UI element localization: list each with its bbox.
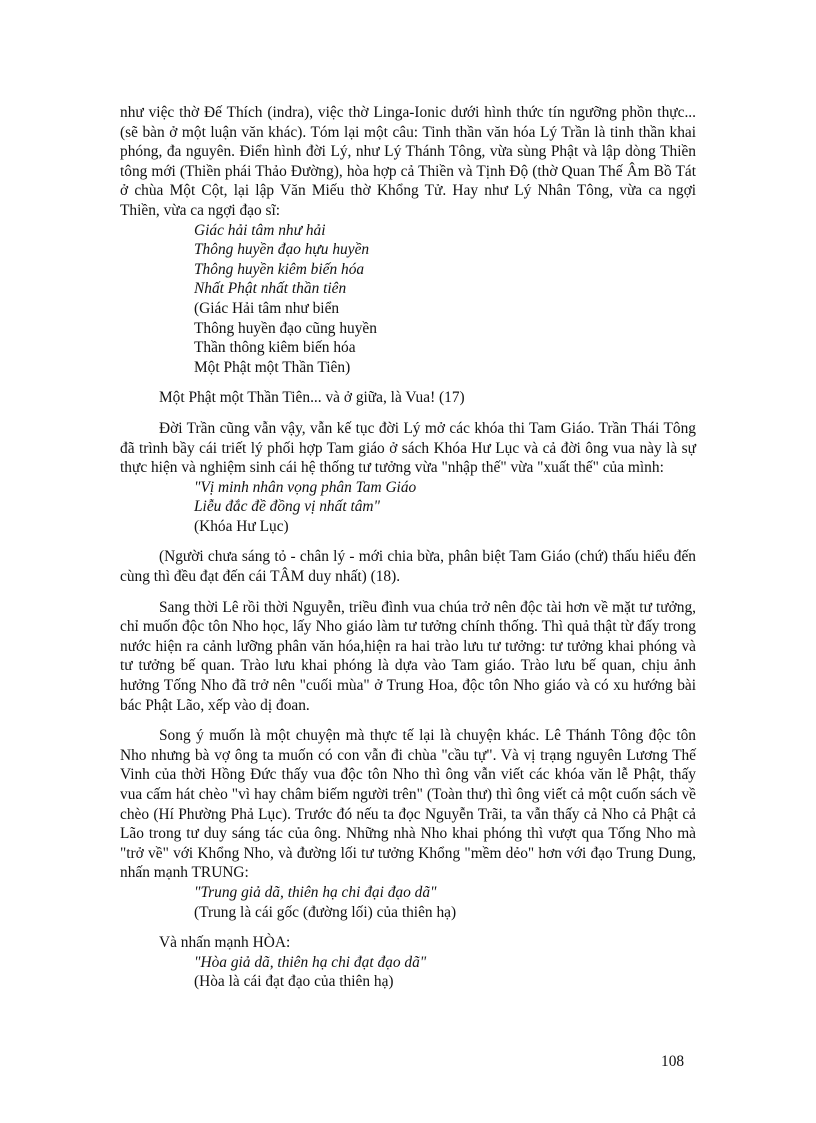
quote-translation: (Trung là cái gốc (đường lối) của thiên hạ) bbox=[194, 903, 457, 921]
poem-line: Giác hải tâm như hải bbox=[194, 221, 326, 239]
quote-hoa bbox=[194, 953, 696, 992]
quote-trung bbox=[194, 883, 696, 922]
paragraph-5: Sang thời Lê rồi thời Nguyễn, triều đình vua chúa trở nên độc tài hơn về mặt tư tưởng, chỉ muốn độc tôn Nho học, lấy Nho giáo làm tư tưởng chính thống. Thì quả thật từ đấy trong nước hiện ra cảnh lưỡng phân văn hóa,hiện ra hai trào lưu tư tưởng: tư tưởng khai phóng và tư tưởng bế quan. Trào lưu khai phóng là dựa vào Tam giáo. Trào lưu bế quan, chịu ảnh hưởng Tống Nho đã trở nên "cuối mùa" ở Trung Hoa, độc tôn Nho giáo và có xu hướng bài bác Phật Lão, xếp vào dị đoan. bbox=[120, 598, 696, 714]
poem-line: Thông huyền đạo hựu huyền bbox=[194, 241, 370, 259]
poem-translation-line: Thông huyền đạo cũng huyền bbox=[194, 319, 377, 337]
quote-line: "Trung giả dã, thiên hạ chi đại đạo dã" bbox=[194, 883, 437, 901]
quote-translation: (Hòa là cái đạt đạo của thiên hạ) bbox=[194, 973, 394, 991]
quote-khoa-hu-luc bbox=[194, 478, 696, 537]
poem-ly-nhan-tong bbox=[194, 221, 696, 378]
paragraph-1: như việc thờ Đế Thích (indra), việc thờ Linga-Ionic dưới hình thức tín ngưỡng phồn thực... (sẽ bàn ở một luận văn khác). Tóm lại một câu: Tinh thần văn hóa Lý Trần là tinh thần khai phóng, đa nguyên. Điển hình đời Lý, như Lý Thánh Tông, vừa sùng Phật và lập dòng Thiền tông mới (Thiền phái Thảo Đường), hòa hợp cả Thiền và Tịnh Độ (thờ Quan Thế Âm Bồ Tát ở chùa Một Cột, lại lập Văn Miếu thờ Khổng Tử. Hay như Lý Nhân Tông, vừa ca ngợi Thiền, vừa ca ngợi đạo sĩ: bbox=[120, 104, 696, 219]
quote-source: (Khóa Hư Lục) bbox=[194, 517, 289, 535]
paragraph-6: Song ý muốn là một chuyện mà thực tế lại là chuyện khác. Lê Thánh Tông độc tôn Nho nhưng bà vợ ông ta muốn có con vẫn đi chùa "cầu tự". Và vị trạng nguyên Lương Thế Vinh của thời Hồng Đức thấy vua độc tôn Nho thì ông vẫn viết các khóa văn lễ Phật, thấy vua cấm hát chèo "vì hay châm biếm người trên" (Toàn thư) thì ông viết cả một cuốn sách về chèo (Hí Phường Phả Lục). Trước đó nếu ta đọc Nguyễn Trãi, ta vẫn thấy cả Nho cả Phật cả Lão trong tư duy sáng tác của ông. Những nhà Nho khai phóng thì vượt qua Tống Nho mà "trở về" với Khổng Nho, và đường lối tư tưởng Khổng "mềm dẻo" hơn với đạo Trung Dung, nhấn mạnh TRUNG: bbox=[120, 727, 696, 882]
poem-line: Nhất Phật nhất thần tiên bbox=[194, 280, 347, 298]
poem-translation-line: Một Phật một Thần Tiên) bbox=[194, 358, 351, 376]
quote-line: Liễu đắc đề đồng vị nhất tâm" bbox=[194, 498, 380, 516]
paragraph-3: Đời Trần cũng vẫn vậy, vẫn kế tục đời Lý mở các khóa thi Tam Giáo. Trần Thái Tông đã trình bầy cái triết lý phối hợp Tam giáo ở sách Khóa Hư Lục và cả đời ông vua này là sự thực hiện và nghiệm sinh cái hệ thống tư tưởng vừa "nhập thế" vừa "xuất thế" của mình: bbox=[120, 419, 696, 477]
poem-line: Thông huyền kiêm biến hóa bbox=[194, 260, 365, 278]
quote-line: "Hòa giả dã, thiên hạ chi đạt đạo dã" bbox=[194, 953, 427, 971]
poem-translation-line: (Giác Hải tâm như biển bbox=[194, 299, 340, 317]
page-number: 108 bbox=[661, 1053, 685, 1070]
paragraph-4: (Người chưa sáng tỏ - chân lý - mới chia bừa, phân biệt Tam Giáo (chứ) thấu hiểu đến cùng thì đều đạt đến cái TÂM duy nhất) (18). bbox=[120, 548, 696, 586]
document-page bbox=[120, 103, 696, 992]
paragraph-2: Một Phật một Thần Tiên... và ở giữa, là Vua! (17) bbox=[159, 389, 465, 407]
poem-translation-line: Thần thông kiêm biến hóa bbox=[194, 339, 356, 357]
quote-line: "Vị minh nhân vọng phân Tam Giáo bbox=[194, 478, 417, 496]
paragraph-7: Và nhấn mạnh HÒA: bbox=[159, 934, 291, 952]
